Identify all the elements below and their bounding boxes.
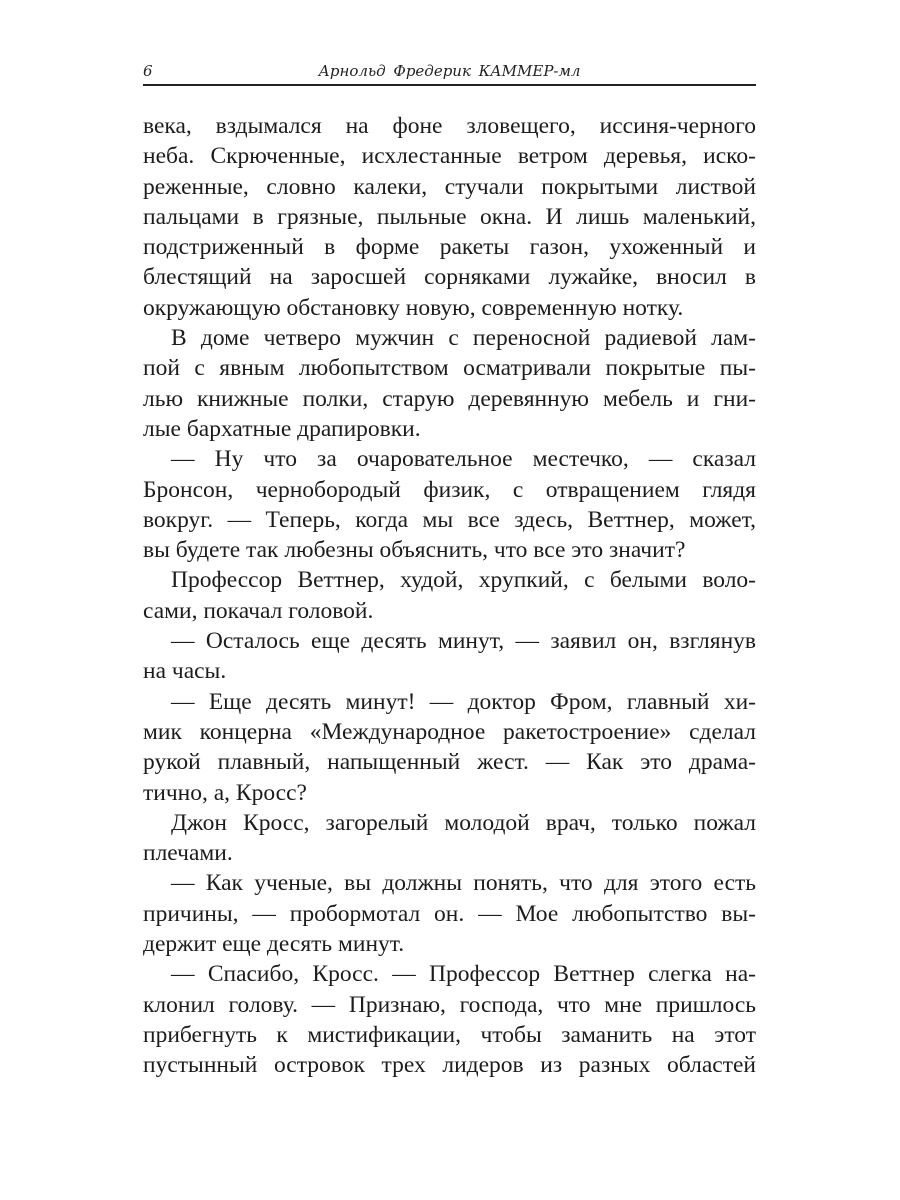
text-line: — Спасибо, Кросс. — Профессор Веттнер слегка на- <box>171 961 756 988</box>
page-header <box>143 60 756 84</box>
text-line: сами, покачал головой. <box>143 597 374 624</box>
text-line: клонил голову. — Признаю, господа, что мне пришлось <box>143 991 756 1018</box>
text-line: мик концерна «Международное ракетостроение» сделал <box>143 718 756 745</box>
text-line: прибегнуть к мистификации, чтобы заманить на этот <box>143 1021 756 1048</box>
text-line: — Осталось еще десять минут, — заявил он, взглянув <box>171 628 756 655</box>
text-line: лые бархатные драпировки. <box>143 415 421 442</box>
text-line: плечами. <box>143 840 233 867</box>
text-line: причины, — пробормотал он. — Мое любопытство вы- <box>143 900 756 927</box>
text-line: — Ну что за очаровательное местечко, — сказал <box>171 446 756 473</box>
text-line: — Как ученые, вы должны понять, что для этого есть <box>171 870 756 897</box>
text-line: тично, а, Кросс? <box>143 779 307 806</box>
text-line: пальцами в грязные, пыльные окна. И лишь маленький, <box>143 203 756 230</box>
header-rule <box>143 84 756 86</box>
text-line: пустынный островок трех лидеров из разных областей <box>143 1052 756 1079</box>
text-line: Бронсон, чернобородый физик, с отвращением глядя <box>143 476 756 503</box>
body-text <box>143 111 756 1081</box>
text-line: рукой плавный, напыщенный жест. — Как это драма- <box>143 749 756 776</box>
text-line: неба. Скрюченные, исхлестанные ветром деревья, иско- <box>143 143 756 170</box>
text-line: Джон Кросс, загорелый молодой врач, только пожал <box>171 809 756 836</box>
text-line: — Еще десять минут! — доктор Фром, главный хи- <box>171 688 756 715</box>
text-line: блестящий на заросшей сорняками лужайке, вносил в <box>143 264 756 291</box>
text-line: вокруг. — Теперь, когда мы все здесь, Веттнер, может, <box>143 506 756 533</box>
text-line: окружающую обстановку новую, современную нотку. <box>143 294 684 321</box>
text-line: пой с явным любопытством осматривали покрытые пы- <box>143 355 756 382</box>
text-line: века, вздымался на фоне зловещего, иссиня-черного <box>143 113 756 139</box>
text-line: держит еще десять минут. <box>143 931 405 958</box>
text-line: на часы. <box>143 658 227 685</box>
text-line: Профессор Веттнер, худой, хрупкий, с белыми воло- <box>171 567 756 594</box>
text-line: лью книжные полки, старую деревянную мебель и гни- <box>143 385 756 412</box>
text-line: подстриженный в форме ракеты газон, ухоженный и <box>143 234 756 261</box>
page-number: 6 <box>143 62 153 80</box>
text-line: В доме четверо мужчин с переносной радиевой лам- <box>171 325 756 352</box>
text-line: реженные, словно калеки, стучали покрытыми листвой <box>143 173 756 200</box>
text-line: вы будете так любезны объяснить, что все это значит? <box>143 537 686 564</box>
running-head: Арнольд Фредерик КАММЕР-мл <box>318 62 581 80</box>
